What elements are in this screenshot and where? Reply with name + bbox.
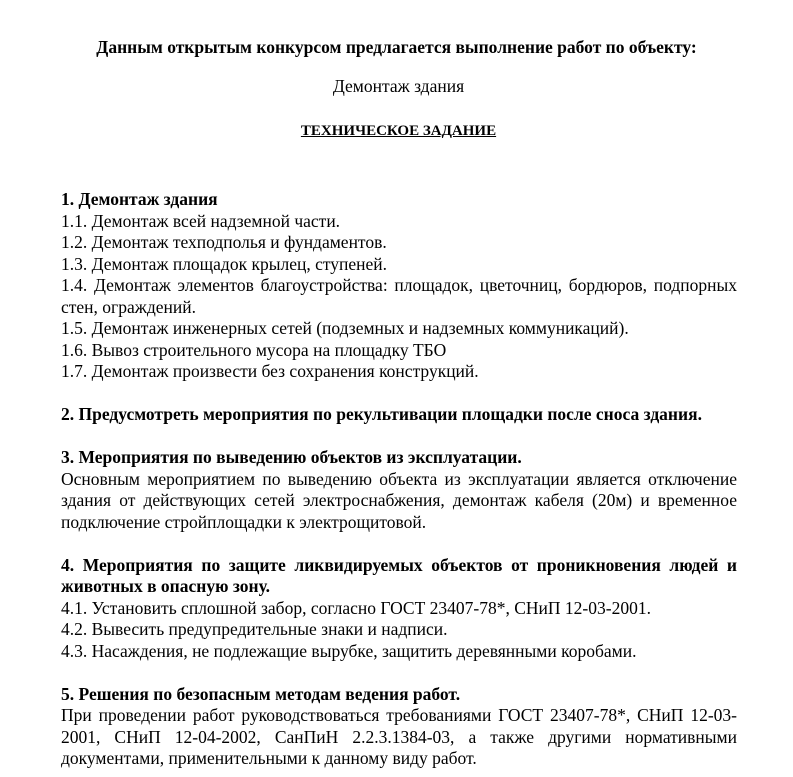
spacer xyxy=(61,426,737,448)
list-item: 1.4. Демонтаж элементов благоустройства: площадок, цветочниц, бордюров, подпорных стен, ограждений. xyxy=(61,275,737,317)
section-5-text: При проведении работ руководствоваться требованиями ГОСТ 23407-78*, СНиП 12-03-2001, СНиП 12-04-2002, СанПиН 2.2.3.1384-03, а также другими нормативными документами, применительными к данному виду работ. xyxy=(61,705,737,768)
list-item: 1.1. Демонтаж всей надземной части. xyxy=(61,210,341,231)
document-title: ТЕХНИЧЕСКОЕ ЗАДАНИЕ xyxy=(300,123,497,139)
intro-heading: Данным открытым конкурсом предлагается выполнение работ по объекту: xyxy=(96,37,697,57)
spacer xyxy=(61,533,737,555)
spacer xyxy=(61,383,737,405)
list-item: 4.2. Вывесить предупредительные знаки и надписи. xyxy=(61,619,448,639)
list-item: 1.2. Демонтаж техподполья и фундаментов. xyxy=(61,232,387,252)
section-3-heading: 3. Мероприятия по выведению объектов из эксплуатации. xyxy=(61,447,522,467)
list-item: 1.7. Демонтаж произвести без сохранения конструкций. xyxy=(61,361,479,381)
list-item: 4.1. Установить сплошной забор, согласно ГОСТ 23407-78*, СНиП 12-03-2001. xyxy=(61,597,651,618)
section-5-heading: 5. Решения по безопасным методам ведения работ. xyxy=(61,683,461,704)
list-item: 1.6. Вывоз строительного мусора на площадку ТБО xyxy=(61,339,447,360)
list-item: 1.5. Демонтаж инженерных сетей (подземных и надземных коммуникаций). xyxy=(61,318,629,338)
section-1-heading: 1. Демонтаж здания xyxy=(61,189,218,209)
section-2-heading: 2. Предусмотреть мероприятия по рекультивации площадки после сноса здания. xyxy=(61,404,702,424)
document-body xyxy=(61,189,737,770)
spacer xyxy=(61,662,737,684)
section-4-heading: 4. Мероприятия по защите ликвидируемых объектов от проникновения людей и животных в опасную зону. xyxy=(61,554,737,596)
list-item: 4.3. Насаждения, не подлежащие вырубке, защитить деревянными коробами. xyxy=(61,640,637,661)
object-name: Демонтаж здания xyxy=(332,76,465,96)
section-3-text: Основным мероприятием по выведению объекта из эксплуатации является отключение здания от действующих сетей электроснабжения, демонтаж кабеля (20м) и временное подключение стройплощадки к электрощитовой. xyxy=(61,468,737,532)
list-item: 1.3. Демонтаж площадок крылец, ступеней. xyxy=(61,253,388,274)
